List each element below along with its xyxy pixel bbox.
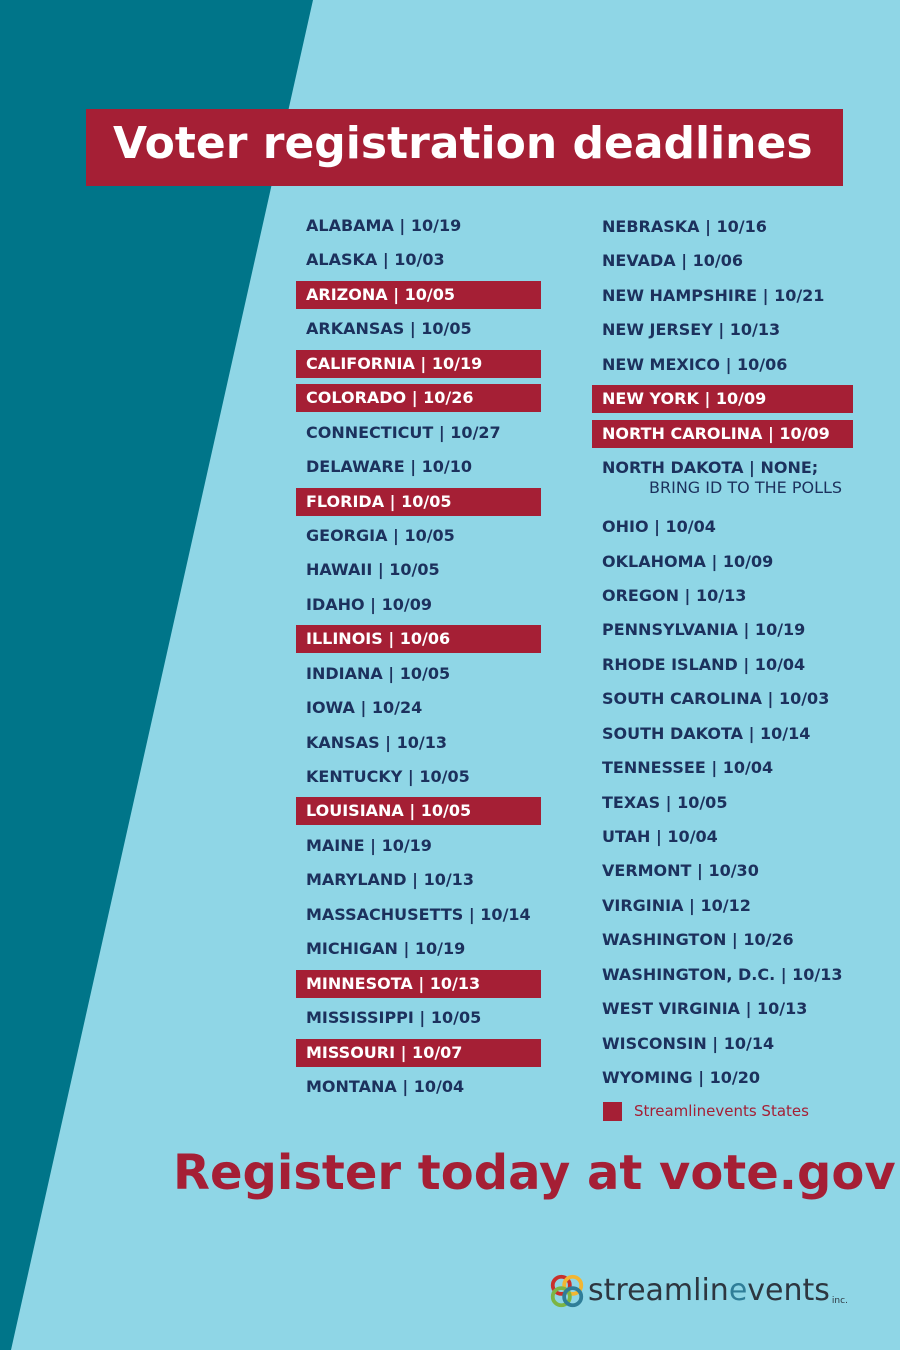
state-label: COLORADO | 10/26 [306, 384, 474, 412]
state-label: FLORIDA | 10/05 [306, 488, 451, 516]
state-item [602, 892, 843, 926]
state-item [602, 513, 843, 547]
state-label: ILLINOIS | 10/06 [306, 625, 450, 653]
brand-name-highlight: e [728, 1273, 748, 1308]
state-item [306, 419, 531, 453]
state-note: BRING ID TO THE POLLS [649, 478, 843, 498]
state-item [602, 316, 843, 350]
state-item [306, 1004, 531, 1038]
state-item [602, 616, 843, 650]
call-to-action: Register today at vote.gov [173, 1145, 896, 1201]
state-item [306, 453, 531, 487]
state-item [602, 454, 843, 513]
state-item [306, 556, 531, 590]
state-label: NEVADA | 10/06 [602, 251, 744, 271]
brand-name-part1: streamlin [588, 1273, 729, 1308]
state-item [306, 625, 531, 659]
state-item [306, 832, 531, 866]
state-item [602, 823, 843, 857]
state-item [306, 729, 531, 763]
state-label: WISCONSIN | 10/14 [602, 1033, 775, 1053]
state-item [306, 1073, 531, 1107]
state-item [306, 970, 531, 1004]
brand-name-part2: vents [747, 1273, 830, 1308]
state-item [602, 857, 843, 891]
state-label: MISSISSIPPI | 10/05 [306, 1008, 482, 1028]
state-label: VERMONT | 10/30 [602, 861, 759, 881]
state-item [306, 246, 531, 280]
state-label: LOUISIANA | 10/05 [306, 797, 471, 825]
state-item [602, 385, 843, 419]
legend-label: Streamlinevents States [634, 1102, 809, 1120]
state-label: OHIO | 10/04 [602, 517, 716, 537]
state-item [306, 763, 531, 797]
state-label: WASHINGTON, D.C. | 10/13 [602, 964, 843, 984]
state-label: MAINE | 10/19 [306, 835, 432, 855]
state-item [602, 789, 843, 823]
state-item [602, 351, 843, 385]
state-item [602, 548, 843, 582]
state-label: NEW MEXICO | 10/06 [602, 354, 788, 374]
streamlinevents-logo-icon [548, 1272, 586, 1310]
state-label: VIRGINIA | 10/12 [602, 895, 751, 915]
state-label: RHODE ISLAND | 10/04 [602, 654, 806, 674]
state-label: UTAH | 10/04 [602, 827, 718, 846]
state-item [306, 488, 531, 522]
state-label: IDAHO | 10/09 [306, 594, 432, 614]
brand-name [588, 1273, 830, 1308]
state-label: MICHIGAN | 10/19 [306, 939, 466, 959]
state-label: GEORGIA | 10/05 [306, 525, 455, 545]
state-item [602, 247, 843, 281]
state-item [602, 754, 843, 788]
state-item [602, 1064, 843, 1098]
state-item [306, 660, 531, 694]
state-item [306, 694, 531, 728]
state-label: MONTANA | 10/04 [306, 1076, 465, 1096]
state-item [306, 797, 531, 831]
state-label: INDIANA | 10/05 [306, 663, 451, 683]
state-label: TENNESSEE | 10/04 [602, 758, 774, 778]
state-label: MARYLAND | 10/13 [306, 870, 474, 890]
state-list-left [306, 212, 531, 1107]
state-label: ALABAMA | 10/19 [306, 216, 462, 235]
state-item [306, 935, 531, 969]
state-label: ALASKA | 10/03 [306, 250, 445, 270]
page-title: Voter registration deadlines [86, 109, 843, 186]
state-label: NEW YORK | 10/09 [602, 385, 766, 413]
state-label: NORTH CAROLINA | 10/09 [602, 420, 830, 448]
state-label: TEXAS | 10/05 [602, 792, 728, 812]
state-item [602, 582, 843, 616]
state-label: WEST VIRGINIA | 10/13 [602, 999, 808, 1019]
state-item [306, 350, 531, 384]
state-item [306, 1039, 531, 1073]
state-label: KANSAS | 10/13 [306, 732, 447, 752]
state-label: SOUTH CAROLINA | 10/03 [602, 689, 830, 709]
state-label: CALIFORNIA | 10/19 [306, 350, 482, 378]
state-item [602, 651, 843, 685]
state-label: WASHINGTON | 10/26 [602, 930, 794, 950]
state-item [602, 685, 843, 719]
state-label: KENTUCKY | 10/05 [306, 767, 470, 786]
state-label: MASSACHUSETTS | 10/14 [306, 904, 531, 924]
state-label: SOUTH DAKOTA | 10/14 [602, 723, 811, 743]
state-label: NEW HAMPSHIRE | 10/21 [602, 285, 825, 305]
state-item [306, 281, 531, 315]
state-label: NEBRASKA | 10/16 [602, 217, 767, 236]
state-item [602, 420, 843, 454]
state-label: PENNSYLVANIA | 10/19 [602, 620, 806, 640]
state-item [602, 213, 843, 247]
state-label: ARIZONA | 10/05 [306, 281, 455, 309]
state-label: OKLAHOMA | 10/09 [602, 551, 774, 571]
legend [603, 1101, 809, 1121]
state-label: ARKANSAS | 10/05 [306, 319, 472, 339]
legend-swatch [603, 1102, 622, 1121]
state-label: IOWA | 10/24 [306, 698, 423, 718]
state-item [306, 866, 531, 900]
state-label: CONNECTICUT | 10/27 [306, 422, 501, 442]
brand-logo [548, 1272, 848, 1310]
state-label: OREGON | 10/13 [602, 585, 747, 605]
state-label: NEW JERSEY | 10/13 [602, 320, 781, 340]
state-label: NORTH DAKOTA | NONE; [602, 458, 819, 478]
state-item [306, 901, 531, 935]
state-item [602, 995, 843, 1029]
state-item [306, 315, 531, 349]
state-item [602, 1030, 843, 1064]
state-item [602, 926, 843, 960]
state-item [306, 384, 531, 418]
state-label: MISSOURI | 10/07 [306, 1039, 462, 1067]
state-item [306, 522, 531, 556]
state-item [602, 961, 843, 995]
brand-suffix: inc. [831, 1296, 848, 1306]
state-item [602, 282, 843, 316]
state-label: WYOMING | 10/20 [602, 1068, 761, 1088]
state-label: HAWAII | 10/05 [306, 560, 440, 580]
state-item [306, 591, 531, 625]
state-label: MINNESOTA | 10/13 [306, 970, 480, 998]
state-list-right [602, 213, 843, 1099]
state-item [306, 212, 531, 246]
state-label: DELAWARE | 10/10 [306, 457, 472, 477]
state-item [602, 720, 843, 754]
